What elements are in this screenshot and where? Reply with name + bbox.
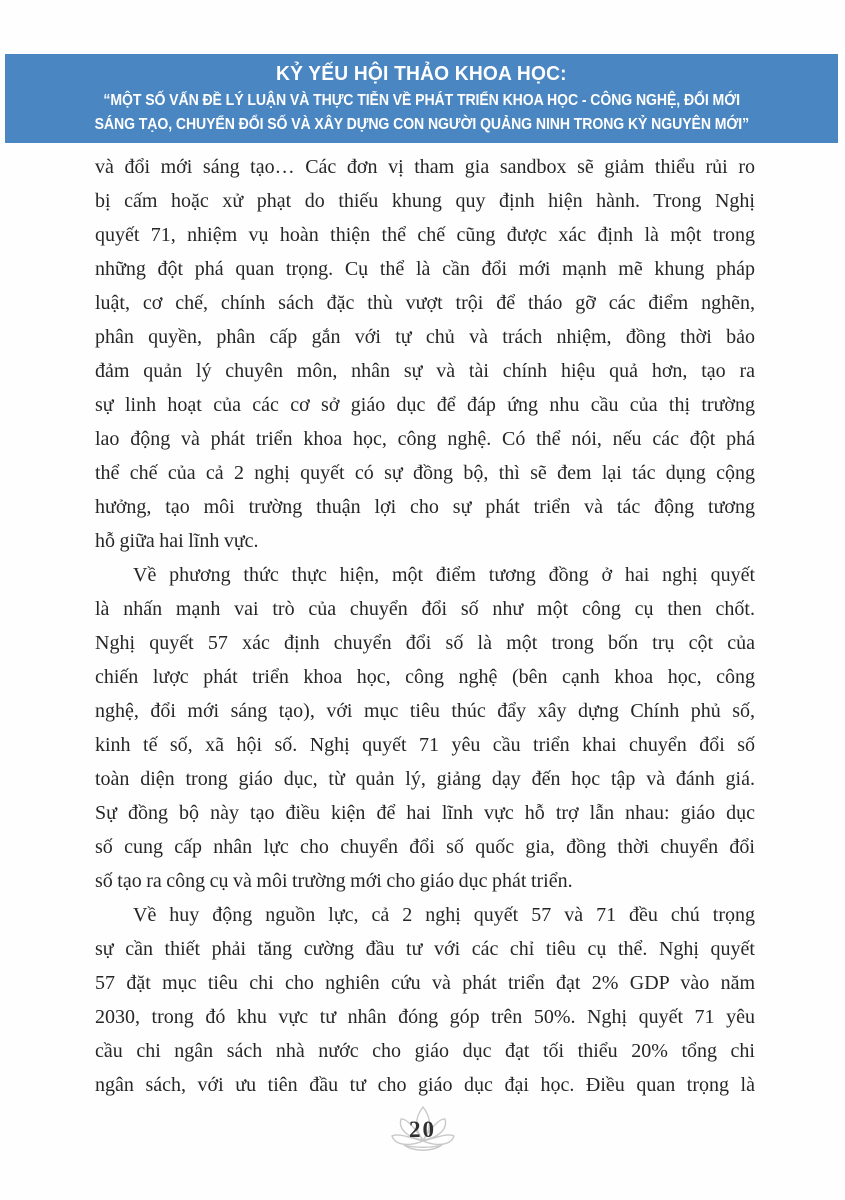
page-number: 20: [409, 1117, 436, 1142]
body-text-line: số cung cấp nhân lực cho chuyển đổi số quốc gia, đồng thời chuyển đổi: [95, 836, 755, 858]
body-text-line: ngân sách, với ưu tiên đầu tư cho giáo dục đại học. Điều quan trọng là: [95, 1074, 755, 1096]
body-text-line: thể chế của cả 2 nghị quyết có sự đồng bộ, thì sẽ đem lại tác dụng cộng: [95, 462, 755, 484]
body-text-line: Sự đồng bộ này tạo điều kiện để hai lĩnh vực hỗ trợ lẫn nhau: giáo dục: [95, 802, 755, 824]
body-text-line: chiến lược phát triển khoa học, công nghệ (bên cạnh khoa học, công: [95, 666, 755, 688]
body-text-line: lao động và phát triển khoa học, công nghệ. Có thể nói, nếu các đột phá: [95, 428, 755, 450]
page-footer: [0, 1098, 845, 1158]
header-banner: [5, 54, 838, 143]
body-text-line: những đột phá quan trọng. Cụ thể là cần đổi mới mạnh mẽ khung pháp: [95, 258, 755, 280]
body-text-line: Nghị quyết 57 xác định chuyển đổi số là một trong bốn trụ cột của: [95, 632, 755, 654]
banner-title-line1: KỶ YẾU HỘI THẢO KHOA HỌC:: [276, 63, 567, 85]
body-text-line: và đổi mới sáng tạo… Các đơn vị tham gia sandbox sẽ giảm thiểu rủi ro: [95, 156, 755, 178]
body-text-line: là nhấn mạnh vai trò của chuyển đổi số như một công cụ then chốt.: [95, 598, 755, 620]
body-text-line: Về phương thức thực hiện, một điểm tương đồng ở hai nghị quyết: [133, 564, 755, 586]
body-text-line: nghệ, đổi mới sáng tạo), với mục tiêu thúc đẩy xây dựng Chính phủ số,: [95, 700, 755, 722]
body-text-line: cầu chi ngân sách nhà nước cho giáo dục đạt tối thiểu 20% tổng chi: [95, 1040, 755, 1062]
body-text-line: đảm quản lý chuyên môn, nhân sự và tài chính hiệu quả hơn, tạo ra: [95, 360, 755, 382]
body-text-line: 2030, trong đó khu vực tư nhân đóng góp trên 50%. Nghị quyết 71 yêu: [95, 1006, 755, 1028]
banner-title-line3: SÁNG TẠO, CHUYỂN ĐỔI SỐ VÀ XÂY DỰNG CON NGƯỜI QUẢNG NINH TRONG KỶ NGUYÊN MỚI”: [94, 116, 749, 133]
body-text-line: bị cấm hoặc xử phạt do thiếu khung quy định hiện hành. Trong Nghị: [95, 190, 755, 212]
body-text-line: luật, cơ chế, chính sách đặc thù vượt trội để tháo gỡ các điểm nghẽn,: [95, 292, 755, 314]
body-text-line: quyết 71, nhiệm vụ hoàn thiện thể chế cũng được xác định là một trong: [95, 224, 755, 246]
body-text-line: hưởng, tạo môi trường thuận lợi cho sự phát triển và tác động tương: [95, 496, 755, 518]
body-text-line: phân quyền, phân cấp gắn với tự chủ và trách nhiệm, đồng thời bảo: [95, 326, 755, 348]
body-text-line: toàn diện trong giáo dục, từ quản lý, giảng dạy đến học tập và đánh giá.: [95, 768, 755, 790]
body-text: [95, 150, 755, 1102]
body-text-line: hỗ giữa hai lĩnh vực.: [95, 530, 259, 552]
body-text-line: kinh tế số, xã hội số. Nghị quyết 71 yêu cầu triển khai chuyển đổi số: [95, 734, 755, 756]
body-text-line: sự linh hoạt của các cơ sở giáo dục để đáp ứng nhu cầu của thị trường: [95, 394, 755, 416]
body-text-line: Về huy động nguồn lực, cả 2 nghị quyết 57 và 71 đều chú trọng: [133, 904, 755, 926]
body-text-line: 57 đặt mục tiêu chi cho nghiên cứu và phát triển đạt 2% GDP vào năm: [95, 972, 755, 994]
body-text-line: sự cần thiết phải tăng cường đầu tư với các chỉ tiêu cụ thể. Nghị quyết: [95, 938, 755, 960]
body-text-line: số tạo ra công cụ và môi trường mới cho giáo dục phát triển.: [95, 870, 573, 892]
banner-title-line2: “MỘT SỐ VẤN ĐỀ LÝ LUẬN VÀ THỰC TIỄN VỀ PHÁT TRIỂN KHOA HỌC - CÔNG NGHỆ, ĐỔI MỚI: [103, 92, 740, 109]
lotus-page-ornament: [390, 1103, 456, 1153]
